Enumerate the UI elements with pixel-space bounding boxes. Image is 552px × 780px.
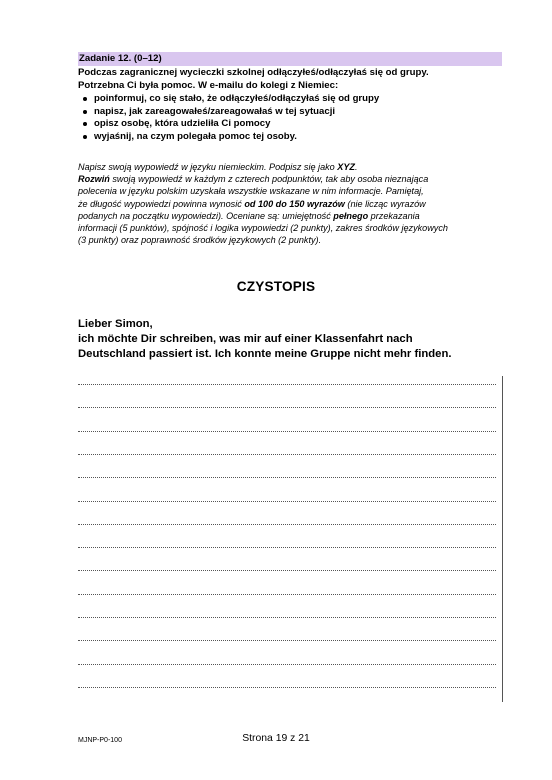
answer-writing-area[interactable]: [78, 374, 503, 702]
bullet-icon: [83, 122, 87, 126]
task-bullet-text: opisz osobę, która udzieliła Ci pomocy: [94, 118, 271, 130]
answer-line[interactable]: [78, 687, 496, 688]
task-bullet-text: napisz, jak zareagowałeś/zareagowałaś w tej sytuacji: [94, 105, 336, 117]
answer-line[interactable]: [78, 547, 496, 548]
page-word: Strona: [242, 733, 273, 744]
instructions-text: przekazania: [368, 210, 420, 221]
instructions-emphasis: Rozwiń: [78, 174, 110, 185]
task-bullet-item: [78, 131, 508, 144]
instructions-line: informacji (5 punktów), spójność i logika wypowiedzi (2 punkty), zakres środków językowych: [78, 223, 448, 234]
page-number: [0, 733, 552, 744]
word-count-requirement: od 100 do 150 wyrazów: [244, 198, 345, 209]
bullet-icon: [83, 135, 87, 139]
answer-line[interactable]: [78, 524, 496, 525]
task-bullet-list: [78, 93, 508, 144]
instructions-line: (3 punkty) oraz poprawność środków językowych (2 punkty).: [78, 235, 322, 246]
instructions-emphasis: pełnego: [333, 210, 369, 221]
section-title: CZYSTOPIS: [236, 279, 316, 294]
exam-code: MJNP-P0-100: [78, 737, 122, 744]
letter-line: Deutschland passiert ist. Ich konnte meine Gruppe nicht mehr finden.: [78, 348, 452, 360]
answer-line[interactable]: [78, 431, 496, 432]
task-bullet-item: [78, 93, 508, 106]
task-instructions: [78, 161, 506, 246]
answer-line[interactable]: [78, 617, 496, 618]
margin-line: [502, 376, 503, 702]
instructions-text: że długość wypowiedzi powinna wynosić: [78, 198, 245, 209]
letter-line: ich möchte Dir schreiben, was mir auf einer Klassenfahrt nach: [78, 333, 413, 345]
task-bullet-text: wyjaśnij, na czym polegała pomoc tej osoby.: [94, 131, 297, 143]
instructions-text: .: [354, 162, 358, 172]
letter-greeting: Lieber Simon,: [78, 318, 153, 330]
instructions-text: (nie licząc wyrazów: [344, 198, 426, 209]
instructions-line: [78, 198, 506, 210]
answer-line[interactable]: [78, 454, 496, 455]
task-header: Zadanie 12. (0–12): [78, 52, 502, 66]
task-intro-line-1: Podczas zagranicznej wycieczki szkolnej odłączyłeś/odłączyłaś się od grupy.: [78, 67, 429, 78]
answer-line[interactable]: [78, 570, 496, 571]
answer-line[interactable]: [78, 477, 496, 478]
page-current: 19: [275, 733, 288, 744]
answer-line[interactable]: [78, 640, 496, 641]
signature-code: XYZ: [337, 162, 355, 172]
letter-opening: [78, 317, 508, 362]
answer-line[interactable]: [78, 664, 496, 665]
instructions-line: [78, 161, 506, 173]
task-bullet-item: [78, 118, 508, 131]
instructions-text: podanych na początku wypowiedzi). Oceniane są: umiejętność: [78, 210, 334, 221]
answer-line[interactable]: [78, 384, 496, 385]
bullet-icon: [83, 97, 87, 101]
task-intro-line-2: Potrzebna Ci była pomoc. W e-mailu do kolegi z Niemiec:: [78, 79, 339, 91]
instructions-line: [78, 210, 506, 222]
task-bullet-text: poinformuj, co się stało, że odłączyłeś/odłączyłaś się od grupy: [94, 93, 380, 104]
answer-line[interactable]: [78, 407, 496, 408]
answer-line[interactable]: [78, 594, 496, 595]
bullet-icon: [83, 110, 87, 114]
instructions-text: swoją wypowiedź w każdym z czterech podpunktów, tak aby osoba nieznająca: [109, 174, 429, 185]
task-bullet-item: [78, 106, 508, 119]
page-total: 21: [298, 733, 310, 744]
answer-line[interactable]: [78, 501, 496, 502]
instructions-text: Napisz swoją wypowiedź w języku niemieckim. Podpisz się jako: [78, 162, 338, 172]
page-of: z: [290, 733, 296, 744]
instructions-line: polecenia w języku polskim uzyskała wszystkie wskazane w nim informacje. Pamiętaj,: [78, 186, 424, 197]
instructions-line: [78, 173, 506, 185]
task-intro: [78, 67, 508, 92]
